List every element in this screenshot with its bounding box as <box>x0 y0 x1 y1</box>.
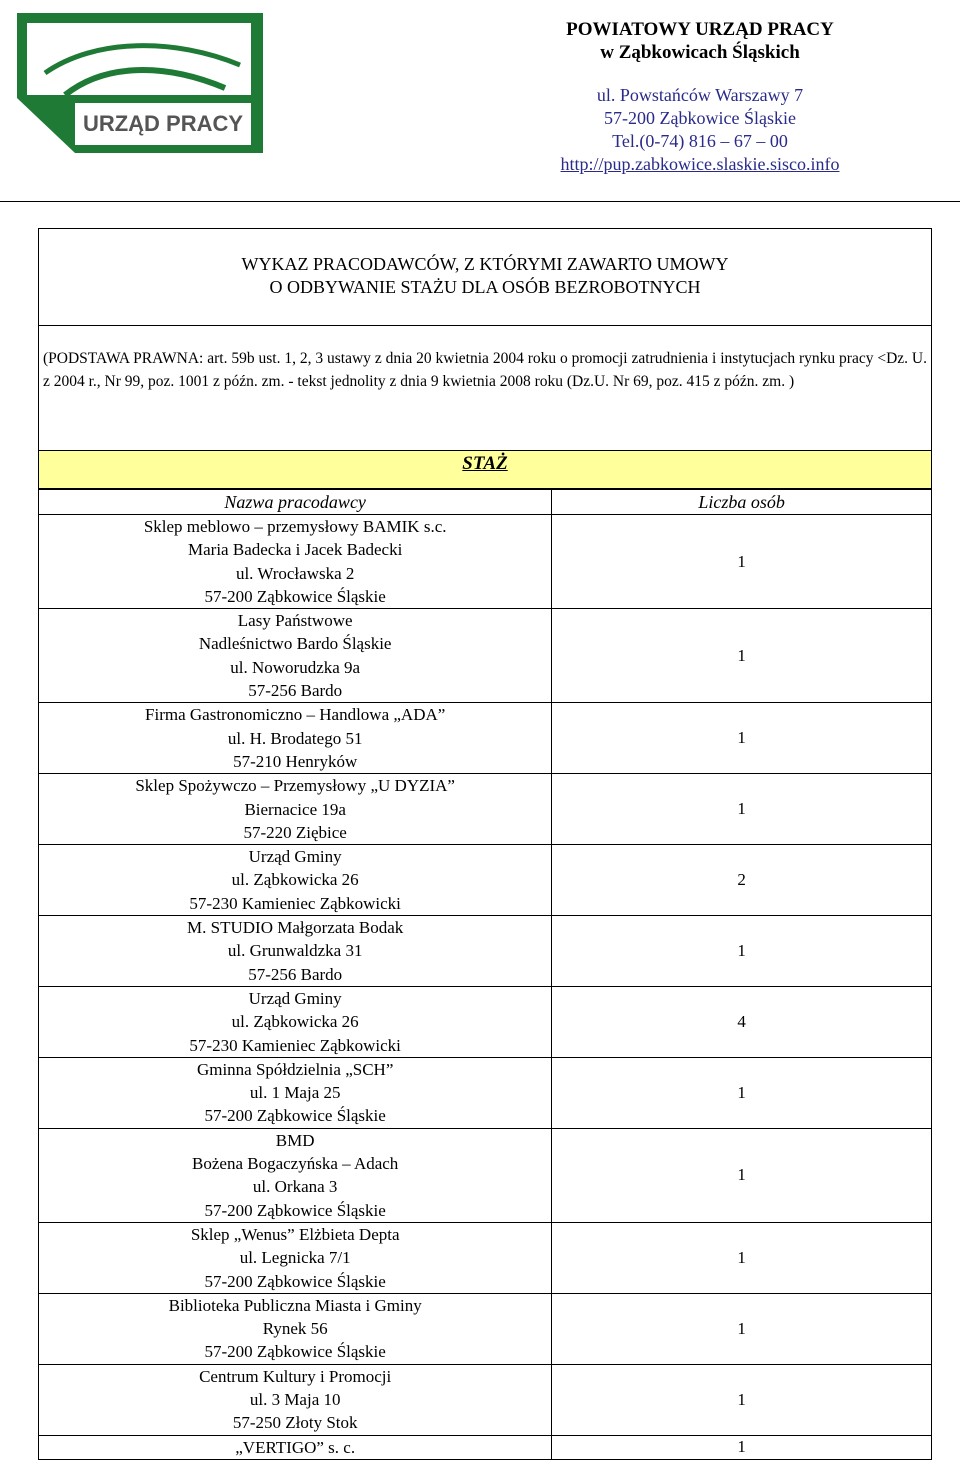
count-cell: 1 <box>552 1293 932 1364</box>
count-cell: 1 <box>552 703 932 774</box>
employer-line: Urząd Gminy <box>248 988 342 1008</box>
table-row <box>39 609 932 703</box>
table-row <box>39 515 932 609</box>
table-row <box>39 1222 932 1293</box>
col-header-count: Liczba osób <box>552 490 932 515</box>
employer-line: ul. Legnicka 7/1 <box>239 1248 351 1268</box>
employer-line: Biblioteka Publiczna Miasta i Gminy <box>168 1295 422 1315</box>
employer-line: BMD <box>275 1130 315 1150</box>
logo-text: URZĄD PRACY <box>82 111 244 136</box>
employer-cell <box>39 1364 552 1435</box>
col-header-employer: Nazwa pracodawcy <box>39 490 552 515</box>
table-row <box>39 1364 932 1435</box>
employer-line: 57-220 Ziębice <box>243 822 347 842</box>
office-street: ul. Powstańców Warszawy 7 <box>596 85 804 105</box>
count-cell: 1 <box>552 1364 932 1435</box>
count-cell: 1 <box>552 1128 932 1222</box>
header-divider <box>0 201 960 202</box>
table-row <box>39 845 932 916</box>
table-row <box>39 1293 932 1364</box>
office-phone: Tel.(0-74) 816 – 67 – 00 <box>612 131 788 151</box>
title-box <box>38 228 932 451</box>
table-row <box>39 1057 932 1128</box>
employer-line: ul. 3 Maja 10 <box>249 1389 341 1409</box>
employer-line: Sklep meblowo – przemysłowy BAMIK s.c. <box>143 517 447 536</box>
employer-cell <box>39 845 552 916</box>
count-cell: 1 <box>552 609 932 703</box>
employer-line: ul. Wrocławska 2 <box>235 563 355 583</box>
title-line-1: WYKAZ PRACODAWCÓW, Z KTÓRYMI ZAWARTO UMOWY <box>241 254 729 274</box>
employer-line: M. STUDIO Małgorzata Bodak <box>187 918 404 938</box>
employer-line: ul. Ząbkowicka 26 <box>231 1012 359 1032</box>
employer-cell <box>39 609 552 703</box>
office-postal: 57-200 Ząbkowice Śląskie <box>604 108 796 128</box>
table-row <box>39 1128 932 1222</box>
employer-line: 57-200 Ząbkowice Śląskie <box>204 1271 386 1291</box>
employer-line: 57-200 Ząbkowice Śląskie <box>204 1342 386 1362</box>
employer-line: Urząd Gminy <box>248 847 342 867</box>
count-cell: 1 <box>552 515 932 609</box>
employer-line: ul. Grunwaldzka 31 <box>227 941 363 961</box>
employer-cell <box>39 774 552 845</box>
employer-cell <box>39 916 552 987</box>
employer-line: 57-250 Złoty Stok <box>232 1413 358 1433</box>
table-row <box>39 916 932 987</box>
employer-line: Gminna Spółdzielnia „SCH” <box>196 1059 394 1079</box>
employer-line: Lasy Państwowe <box>237 611 353 631</box>
table-header-row <box>39 490 932 515</box>
count-cell: 1 <box>552 774 932 845</box>
legal-basis: (PODSTAWA PRAWNA: art. 59b ust. 1, 2, 3 ustawy z dnia 20 kwietnia 2004 roku o promocji zatrudnienia i instytucjach rynku pracy <Dz. U. z 2004 r., Nr 99, poz. 1001 z późn. zm. - tekst jednolity z dnia 9 kwietnia 2008 roku (Dz.U. Nr 69, poz. 415 z późn. zm. ) <box>43 350 927 390</box>
table-row <box>39 703 932 774</box>
employer-line: ul. H. Brodatego 51 <box>227 728 363 748</box>
employer-line: Biernacice 19a <box>244 799 346 819</box>
employer-line: ul. Orkana 3 <box>252 1177 338 1197</box>
office-city: w Ząbkowicach Śląskich <box>600 42 800 63</box>
count-cell: 2 <box>552 845 932 916</box>
employer-line: ul. 1 Maja 25 <box>249 1083 341 1103</box>
employer-line: Sklep Spożywczo – Przemysłowy „U DYZIA” <box>135 776 455 796</box>
employer-line: Firma Gastronomiczno – Handlowa „ADA” <box>145 705 446 725</box>
document-header <box>0 0 960 205</box>
employer-line: Maria Badecka i Jacek Badecki <box>188 540 403 560</box>
office-name: POWIATOWY URZĄD PRACY <box>566 19 834 40</box>
employer-line: 57-200 Ząbkowice Śląskie <box>204 1106 386 1126</box>
title-line-2: O ODBYWANIE STAŻU DLA OSÓB BEZROBOTNYCH <box>269 277 701 297</box>
employer-cell <box>39 1222 552 1293</box>
employer-cell <box>39 703 552 774</box>
employer-line: 57-210 Henryków <box>233 751 358 771</box>
employers-table <box>38 489 932 1460</box>
employer-line: 57-230 Kamieniec Ząbkowicki <box>189 893 401 913</box>
employer-line: ul. Noworudzka 9a <box>230 657 361 677</box>
count-cell: 1 <box>552 1222 932 1293</box>
table-row <box>39 774 932 845</box>
document-title <box>39 229 931 326</box>
employer-line: Bożena Bogaczyńska – Adach <box>192 1154 399 1174</box>
office-website-link[interactable]: http://pup.zabkowice.slaskie.sisco.info <box>560 154 840 174</box>
employer-cell <box>39 1128 552 1222</box>
count-cell: 4 <box>552 986 932 1057</box>
employer-line: 57-256 Bardo <box>248 681 343 701</box>
count-cell: 1 <box>552 916 932 987</box>
employer-line: 57-200 Ząbkowice Śląskie <box>204 586 386 606</box>
table-row <box>39 986 932 1057</box>
office-info <box>380 18 960 176</box>
employer-cell <box>39 515 552 609</box>
employers-table-body <box>39 515 932 1460</box>
employer-line: 57-200 Ząbkowice Śląskie <box>204 1200 386 1220</box>
employer-line: 57-256 Bardo <box>248 964 343 984</box>
urzad-pracy-logo <box>5 3 273 160</box>
employer-cell <box>39 986 552 1057</box>
employer-line: Sklep „Wenus” Elżbieta Depta <box>190 1224 400 1244</box>
count-cell: 1 <box>552 1057 932 1128</box>
employer-line: 57-230 Kamieniec Ząbkowicki <box>189 1035 401 1055</box>
employer-line: Nadleśnictwo Bardo Śląskie <box>198 634 392 654</box>
employer-cell <box>39 1057 552 1128</box>
employer-line: Centrum Kultury i Promocji <box>199 1366 392 1386</box>
count-cell: 1 <box>552 1435 932 1459</box>
employer-line: ul. Ząbkowicka 26 <box>231 870 359 890</box>
employer-line: Rynek 56 <box>262 1319 328 1339</box>
employer-line: „VERTIGO” s. c. <box>235 1437 356 1457</box>
section-label-staz: STAŻ <box>38 451 932 489</box>
employer-cell <box>39 1293 552 1364</box>
